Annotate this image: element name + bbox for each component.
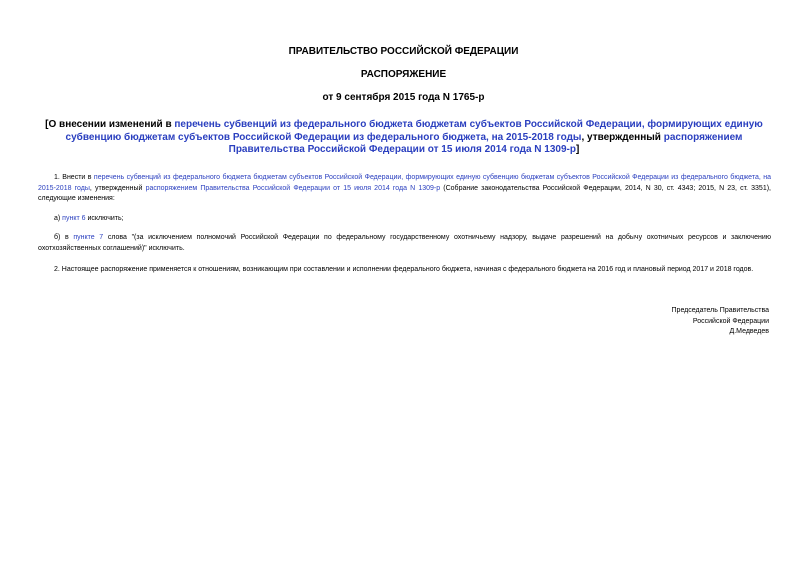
p1-link-subvention-list[interactable]: перечень субвенций из федерального бюджета бюджетам субъектов Российской Федерации, формирующих единую субвенцию бюджетам субъектов Российской Федерации из федерального бюджета, на 2015-2018 годы	[38, 174, 771, 192]
heading-text-open: [О внесении изменений в	[45, 119, 175, 130]
heading-link-subvention-list[interactable]: перечень субвенций из федерального бюджета бюджетам субъектов Российской Федерации, формирующих единую субвенцию бюджетам субъектов Российской Федерации из федерального бюджета, на 2015-2018 годы	[65, 119, 763, 143]
heading-text-close: ]	[576, 144, 580, 155]
pb-link-point-7[interactable]: пункте 7	[73, 234, 104, 241]
p1-text-2: , утвержденный	[89, 184, 146, 192]
pa-text-1: а)	[54, 215, 63, 222]
paragraph-b	[38, 233, 771, 254]
signature-country: Российской Федерации	[692, 317, 769, 325]
paragraph-2: 2. Настоящее распоряжение применяется к отношениям, возникающим при составлении и исполнении федерального бюджета, начиная с федерального бюджета на 2016 год и плановый период 2017 и 2018 годов.	[54, 266, 754, 273]
doc-type-title: РАСПОРЯЖЕНИЕ	[360, 69, 447, 80]
p1-text-3: (Собрание законодательства Российской Федерации, 2014, N 30, ст. 4343; 2015, N 23, ст. 3351), следующие изменения:	[38, 184, 771, 202]
p1-text-1: 1. Внести в	[54, 174, 94, 181]
pa-link-point-6[interactable]: пункт 6	[62, 215, 86, 222]
org-title: ПРАВИТЕЛЬСТВО РОССИЙСКОЙ ФЕДЕРАЦИИ	[288, 46, 519, 57]
signature-position: Председатель Правительства	[671, 307, 769, 314]
heading-link-order-1309[interactable]: распоряжением Правительства Российской Федерации от 15 июля 2014 года N 1309-р	[228, 131, 743, 155]
pb-text-1: б) в	[54, 234, 74, 241]
pa-text-2: исключить;	[85, 215, 124, 222]
pb-text-2: слова "(за исключением полномочий Российской Федерации по федеральному государственному охотничьему надзору, выдаче разрешений на добычу охотничьих ресурсов и заключению охотхозяйственных соглашений)" исключить.	[38, 234, 771, 252]
paragraph-a	[38, 214, 771, 225]
signature-name: Д.Медведев	[729, 328, 769, 335]
document-heading	[36, 119, 772, 157]
heading-text-mid: , утвержденный	[581, 131, 664, 143]
signature-block	[672, 306, 769, 338]
p1-link-order-1309[interactable]: распоряжением Правительства Российской Федерации от 15 июля 2014 года N 1309-р	[145, 184, 441, 192]
doc-date-line: от 9 сентября 2015 года N 1765-р	[322, 92, 485, 103]
paragraph-1	[38, 173, 771, 205]
